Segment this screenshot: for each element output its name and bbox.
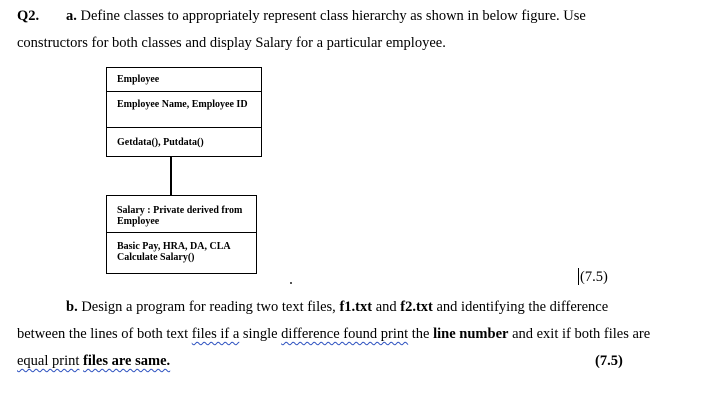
part-b-text-1c: and identifying the difference	[432, 299, 609, 315]
part-a-line-2: constructors for both classes and display Salary for a particular employee.	[17, 35, 446, 51]
uml-base-class-methods	[107, 128, 261, 155]
base-class-name-text: Employee	[117, 74, 160, 85]
inheritance-connector	[170, 156, 172, 196]
part-a-line-1	[66, 7, 586, 25]
marks-a: (7.5)	[580, 269, 608, 285]
derived-class-attributes-text: Salary : Private derived from Employee	[117, 205, 243, 227]
stray-dot	[290, 282, 292, 284]
part-b-label: b.	[66, 299, 78, 315]
base-class-methods-text: Getdata(), Putdata()	[117, 137, 204, 148]
file1-name: f1.txt	[339, 299, 373, 315]
part-a-text-1: Define classes to appropriately represent class hierarchy as shown in below figure. Use	[80, 8, 586, 24]
part-b-text-1b: and	[372, 299, 401, 315]
part-b-line-3	[17, 352, 170, 370]
line-number-phrase: line number	[433, 326, 509, 342]
part-b-line-2	[17, 325, 650, 343]
uml-base-class	[106, 67, 262, 157]
files-are-same-phrase: files are same.	[83, 353, 171, 369]
base-class-attributes-text: Employee Name, Employee ID	[117, 99, 248, 110]
uml-base-class-name	[107, 68, 261, 92]
spellcheck-phrase-3: equal print	[17, 353, 80, 369]
spellcheck-phrase-1: files if a	[191, 326, 240, 342]
uml-base-class-attributes	[107, 92, 261, 128]
uml-derived-class	[106, 195, 257, 274]
uml-derived-class-attributes	[107, 196, 256, 233]
derived-class-methods-text: Basic Pay, HRA, DA, CLA Calculate Salary()	[117, 241, 231, 263]
part-a-label: a.	[66, 8, 77, 24]
question-number: Q2.	[17, 8, 40, 24]
part-b-text-2b: single	[239, 326, 282, 342]
part-b-text-2a: between the lines of both text	[17, 326, 192, 342]
part-b-text-1a: Design a program for reading two text files,	[81, 299, 340, 315]
marks-b: (7.5)	[595, 353, 623, 369]
part-b-line-1	[66, 298, 608, 316]
text-cursor	[578, 268, 579, 285]
file2-name: f2.txt	[400, 299, 433, 315]
spellcheck-phrase-2: difference found print	[281, 326, 409, 342]
uml-derived-class-methods	[107, 233, 256, 272]
part-b-text-2d: and exit if both files are	[508, 326, 651, 342]
part-b-text-2c: the	[408, 326, 434, 342]
